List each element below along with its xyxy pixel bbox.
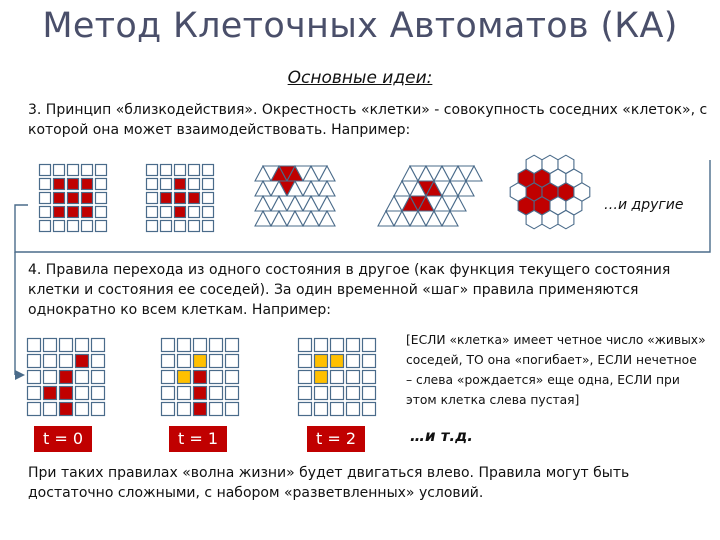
grid-cell [92,339,105,352]
grid-cell [299,371,312,384]
grid-cell [60,355,73,368]
paragraph-wave-of-life: При таких правилах «волна жизни» будет двигаться влево. Правила могут быть достаточно сложными, с набором «разветвленных» условий. [28,465,630,501]
grid-cell [194,339,207,352]
grid-cell [315,387,328,400]
grid-cell [76,339,89,352]
grid-cell [347,403,360,416]
hexagon-cell [526,210,542,228]
grid-cell [82,221,93,232]
triangle-lattice-regular [255,166,335,226]
grid-cell [315,355,328,368]
grid-cell [54,165,65,176]
grid-cell [315,403,328,416]
grid-cell [226,339,239,352]
grid-cell [162,355,175,368]
grid-cell [40,221,51,232]
grid-cell [44,339,57,352]
grid-cell [189,179,200,190]
grid-cell [68,179,79,190]
grid-cell [363,355,376,368]
grid-cell [315,339,328,352]
grid-cell [226,371,239,384]
grid-cell [76,355,89,368]
hexagon-cell [542,210,558,228]
grid-cell [315,371,328,384]
grid-cell [178,387,191,400]
paragraph-neighborhood: 3. Принцип «близкодействия». Окрестность «клетки» - совокупность соседних «клеток», с которой она может взаимодействовать. Например: [28,102,708,138]
grid-cell [44,371,57,384]
hexagon-cell [558,210,574,228]
grid-cell [68,207,79,218]
grid-cell [194,403,207,416]
grid-cell [60,403,73,416]
grid-cell [363,339,376,352]
grid-cell [175,207,186,218]
grid-cell [203,179,214,190]
grid-cell [189,221,200,232]
grid-cell [226,387,239,400]
grid-cell [194,371,207,384]
grid-cell [68,165,79,176]
grid-cell [44,403,57,416]
others-label: …и другие [604,197,684,213]
rule-text: [ЕСЛИ «клетка» имеет четное число «живых» соседей, ТО она «погибает», ЕСЛИ нечетное – слева «рождается» еще одна, ЕСЛИ при этом клетка слева пустая] [406,333,706,407]
grid-cell [161,179,172,190]
grid-cell [331,387,344,400]
grid-cell [226,403,239,416]
grid-cell [210,355,223,368]
grid-cell [210,387,223,400]
grid-cell [194,355,207,368]
grid-cell [162,339,175,352]
grid-cell [92,371,105,384]
slide-title: Метод Клеточных Автоматов (КА) [42,6,678,46]
grid-cell [363,403,376,416]
grid-cell [210,339,223,352]
grid-cell [194,387,207,400]
grid-cell [54,221,65,232]
grid-cell [76,371,89,384]
grid-cell [28,371,41,384]
grid-cell [60,339,73,352]
paragraph-transition-rules: 4. Правила перехода из одного состояния в другое (как функция текущего состояния клетки и состояния ее соседей). За один временной «шаг» правила применяются однократно ко всем клеткам. Например: [28,262,671,318]
grid-cell [54,207,65,218]
grid-cell [175,221,186,232]
grid-cell [40,193,51,204]
grid-cell [210,371,223,384]
grid-cell [161,207,172,218]
grid-cell [40,179,51,190]
grid-cell [68,193,79,204]
grid-cell [96,207,107,218]
time-grid-0 [28,339,105,416]
grid-cell [347,355,360,368]
grid-cell [96,165,107,176]
grid-cell [147,193,158,204]
moore-neighborhood-grid [40,165,107,232]
grid-cell [347,339,360,352]
time-label-2: t = 2 [307,426,365,452]
grid-cell [96,179,107,190]
grid-cell [60,387,73,400]
grid-cell [331,339,344,352]
grid-cell [175,179,186,190]
grid-cell [331,403,344,416]
grid-cell [175,165,186,176]
grid-cell [54,179,65,190]
grid-cell [92,355,105,368]
grid-cell [96,221,107,232]
grid-cell [175,193,186,204]
etc-label: …и т.д. [410,427,473,445]
von-neumann-neighborhood-grid [147,165,214,232]
grid-cell [162,371,175,384]
grid-cell [189,165,200,176]
grid-cell [60,371,73,384]
grid-cell [28,339,41,352]
grid-cell [28,387,41,400]
grid-cell [161,165,172,176]
grid-cell [189,207,200,218]
section-frame [15,160,710,252]
grid-cell [147,221,158,232]
grid-cell [299,387,312,400]
grid-cell [363,371,376,384]
grid-cell [76,403,89,416]
grid-cell [299,403,312,416]
grid-cell [331,355,344,368]
grid-cell [161,193,172,204]
grid-cell [82,193,93,204]
grid-cell [162,403,175,416]
grid-cell [54,193,65,204]
grid-cell [203,193,214,204]
grid-cell [28,355,41,368]
grid-cell [92,387,105,400]
grid-cell [203,165,214,176]
grid-cell [28,403,41,416]
grid-cell [226,355,239,368]
grid-cell [347,371,360,384]
grid-cell [82,165,93,176]
grid-cell [40,165,51,176]
slide-subtitle: Основные идеи: [287,68,433,88]
grid-cell [44,387,57,400]
time-label-1: t = 1 [169,426,227,452]
grid-cell [189,193,200,204]
grid-cell [162,387,175,400]
grid-cell [210,403,223,416]
grid-cell [347,387,360,400]
grid-cell [161,221,172,232]
triangle-lattice-skewed [378,166,482,226]
time-grid-1 [162,339,239,416]
grid-cell [203,207,214,218]
grid-cell [178,339,191,352]
grid-cell [299,339,312,352]
grid-cell [203,221,214,232]
grid-cell [92,403,105,416]
grid-cell [76,387,89,400]
grid-cell [147,165,158,176]
grid-cell [299,355,312,368]
grid-cell [331,371,344,384]
hexagon-lattice [510,155,590,229]
grid-cell [363,387,376,400]
grid-cell [178,403,191,416]
grid-cell [40,207,51,218]
time-grid-2 [299,339,376,416]
grid-cell [82,179,93,190]
time-label-0: t = 0 [34,426,92,452]
grid-cell [147,207,158,218]
grid-cell [178,355,191,368]
grid-cell [96,193,107,204]
grid-cell [82,207,93,218]
grid-cell [44,355,57,368]
grid-cell [178,371,191,384]
grid-cell [147,179,158,190]
grid-cell [68,221,79,232]
